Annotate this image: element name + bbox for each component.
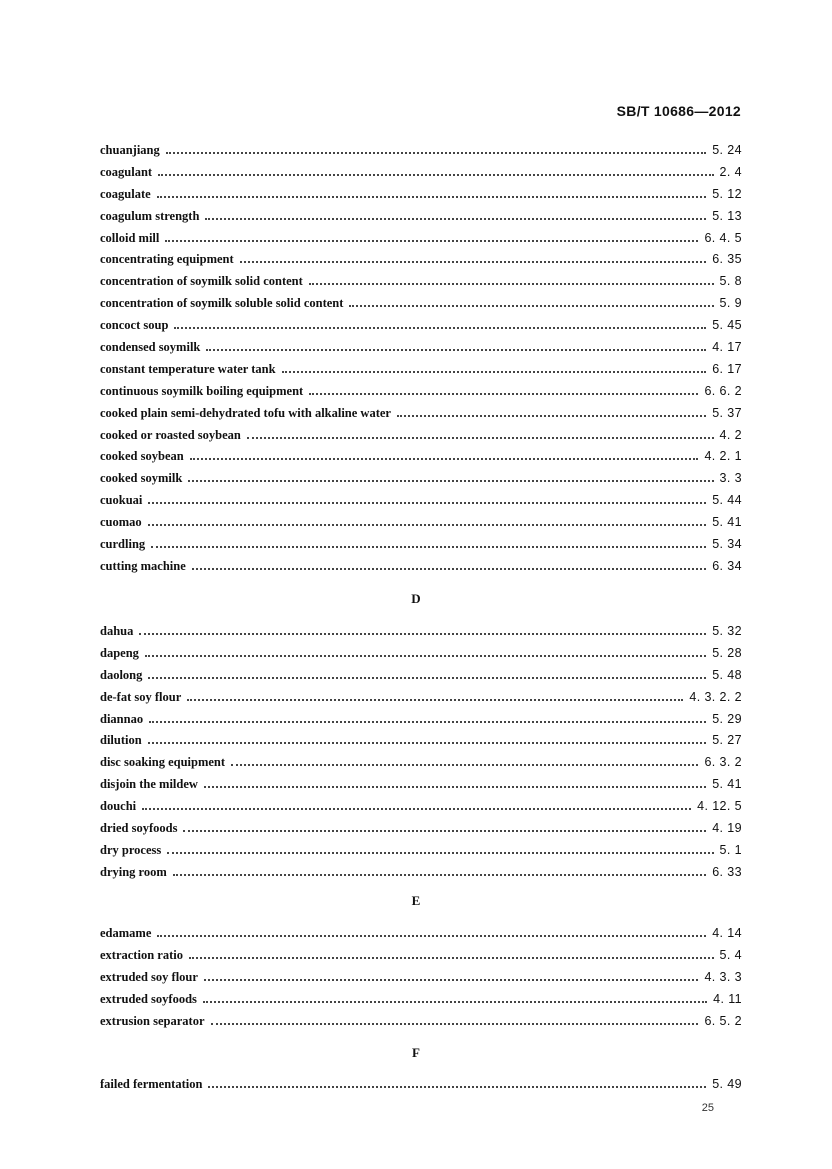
dot-leader	[190, 458, 699, 460]
dot-leader	[349, 305, 713, 307]
index-ref: 5. 24	[712, 143, 742, 157]
index-entry	[100, 403, 742, 425]
index-term: failed fermentation	[100, 1077, 203, 1091]
index-entry	[100, 381, 742, 403]
index-term: concoct soup	[100, 318, 169, 333]
dot-leader	[204, 979, 699, 981]
index-term: constant temperature water tank	[100, 361, 276, 376]
section-letter-f: F	[412, 1045, 420, 1060]
index-term: cooked or roasted soybean	[100, 427, 241, 442]
index-entry	[100, 315, 742, 337]
index-term: cooked soybean	[100, 449, 184, 464]
index-ref: 5. 8	[719, 274, 742, 289]
index-ref: 6. 17	[712, 361, 742, 376]
index-ref: 5. 4	[719, 947, 742, 962]
index-ref: 5. 44	[712, 493, 742, 508]
index-entry	[100, 945, 742, 967]
dot-leader	[206, 349, 706, 351]
index-ref: 4. 12. 5	[697, 799, 742, 814]
index-term: concentrating equipment	[100, 252, 234, 267]
index-entry	[100, 989, 742, 1011]
dot-leader	[148, 742, 707, 744]
index-entry	[100, 534, 742, 556]
index-term: diannao	[100, 711, 144, 726]
index-entry	[100, 967, 742, 989]
index-ref: 5. 37	[712, 405, 742, 420]
index-term: dried soyfoods	[100, 821, 178, 836]
index-term: coagulant	[100, 164, 153, 179]
index-term: dilution	[100, 733, 142, 748]
dot-leader	[203, 1001, 707, 1003]
index-ref: 5. 1	[719, 842, 742, 857]
dot-leader	[166, 152, 706, 154]
dot-leader	[167, 852, 713, 854]
dot-leader	[309, 283, 714, 285]
index-entry	[100, 425, 742, 447]
index-term: curdling	[100, 537, 146, 552]
index-term: extraction ratio	[100, 947, 183, 962]
index-term: cuomao	[100, 515, 142, 530]
dot-leader	[174, 327, 706, 329]
index-ref: 4. 14	[712, 926, 742, 940]
dot-leader	[189, 957, 714, 959]
index-entry	[100, 730, 742, 752]
index-ref: 5. 9	[719, 296, 742, 311]
index-term: cooked soymilk	[100, 471, 183, 486]
index-term: douchi	[100, 799, 137, 814]
index-entry	[100, 512, 742, 534]
dot-leader	[240, 261, 707, 263]
index-entry	[100, 862, 742, 884]
index-ref: 2. 4	[719, 164, 742, 179]
index-ref: 5. 27	[712, 733, 742, 748]
index-term: colloid mill	[100, 230, 160, 245]
index-term: daolong	[100, 667, 143, 682]
section-letter-d: D	[411, 591, 421, 606]
dot-leader	[205, 218, 706, 220]
index-ref: 5. 41	[712, 515, 742, 530]
index-entry	[100, 184, 742, 206]
index-entry	[100, 709, 742, 731]
dot-leader	[231, 764, 698, 766]
index-ref: 5. 32	[712, 624, 742, 638]
dot-leader	[157, 196, 707, 198]
dot-leader	[247, 437, 714, 439]
index-entry	[100, 293, 742, 315]
index-entry	[100, 228, 742, 250]
index-entry	[100, 752, 742, 774]
dot-leader	[142, 808, 691, 810]
page-number: 25	[701, 1102, 714, 1114]
index-ref: 6. 35	[712, 252, 742, 267]
index-ref: 5. 13	[712, 208, 742, 223]
standard-number: SB/T 10686—2012	[616, 103, 741, 119]
index-ref: 6. 4. 5	[704, 230, 742, 245]
index-ref: 4. 19	[712, 821, 742, 836]
index-term: edamame	[100, 926, 152, 940]
index-ref: 6. 6. 2	[704, 383, 742, 398]
dot-leader	[148, 524, 707, 526]
section-letter-e: E	[411, 893, 421, 908]
index-term: coagulum strength	[100, 208, 200, 223]
dot-leader	[148, 502, 706, 504]
index-entry	[100, 665, 742, 687]
index-entry	[100, 359, 742, 381]
dot-leader	[192, 568, 706, 570]
index-ref: 5. 49	[712, 1077, 742, 1091]
index-term: cuokuai	[100, 493, 143, 508]
index-term: de-fat soy flour	[100, 689, 182, 704]
dot-leader	[149, 721, 706, 723]
index-entry	[100, 774, 742, 796]
dot-leader	[139, 633, 706, 635]
index-term: coagulate	[100, 186, 151, 201]
index-ref: 4. 2. 1	[704, 449, 742, 464]
index-ref: 4. 17	[712, 340, 742, 355]
index-term: drying room	[100, 864, 167, 879]
dot-leader	[208, 1086, 706, 1088]
index-ref: 6. 3. 2	[704, 755, 742, 770]
index-entry	[100, 796, 742, 818]
index-term: dahua	[100, 624, 134, 638]
index-entry	[100, 468, 742, 490]
index-ref: 4. 3. 3	[704, 969, 742, 984]
index-ref: 3. 3	[719, 471, 742, 486]
index-ref: 6. 5. 2	[704, 1013, 742, 1028]
index-ref: 5. 45	[712, 318, 742, 333]
index-term: extruded soy flour	[100, 969, 198, 984]
dot-leader	[204, 786, 706, 788]
index-term: continuous soymilk boiling equipment	[100, 383, 304, 398]
index-ref: 5. 48	[712, 667, 742, 682]
index-entry	[100, 1074, 742, 1096]
index-entry	[100, 271, 742, 293]
index-entry	[100, 162, 742, 184]
index-term: extrusion separator	[100, 1013, 205, 1028]
index-ref: 4. 2	[719, 427, 742, 442]
dot-leader	[309, 393, 698, 395]
index-term: cutting machine	[100, 558, 186, 573]
index-entry	[100, 818, 742, 840]
index-entry	[100, 923, 742, 945]
dot-leader	[145, 655, 706, 657]
dot-leader	[397, 415, 706, 417]
index-ref: 4. 11	[713, 991, 742, 1006]
index-ref: 5. 28	[712, 645, 742, 660]
index-entry	[100, 840, 742, 862]
index-entry	[100, 643, 742, 665]
index-term: dapeng	[100, 645, 139, 660]
index-entry	[100, 556, 742, 578]
dot-leader	[188, 480, 713, 482]
index-term: disc soaking equipment	[100, 755, 226, 770]
index-section-f	[100, 1074, 742, 1096]
index-ref: 5. 41	[712, 777, 742, 792]
index-ref: 6. 33	[712, 864, 742, 879]
dot-leader	[148, 677, 706, 679]
index-section-e	[100, 923, 742, 1032]
dot-leader	[157, 935, 706, 937]
dot-leader	[151, 546, 706, 548]
dot-leader	[183, 830, 706, 832]
index-entry	[100, 621, 742, 643]
dot-leader	[173, 874, 706, 876]
index-entry	[100, 490, 742, 512]
index-entry	[100, 140, 742, 162]
dot-leader	[211, 1023, 699, 1025]
dot-leader	[282, 371, 707, 373]
index-entry	[100, 206, 742, 228]
index-term: cooked plain semi-dehydrated tofu with alkaline water	[100, 405, 391, 420]
index-section-c	[100, 140, 742, 578]
index-term: chuanjiang	[100, 143, 160, 157]
index-ref: 4. 3. 2. 2	[689, 689, 742, 704]
index-term: extruded soyfoods	[100, 991, 197, 1006]
index-ref: 5. 34	[712, 537, 742, 552]
index-ref: 5. 12	[712, 186, 742, 201]
index-entry	[100, 446, 742, 468]
dot-leader	[165, 240, 698, 242]
index-ref: 5. 29	[712, 711, 742, 726]
index-term: concentration of soymilk soluble solid content	[100, 296, 344, 311]
index-entry	[100, 337, 742, 359]
index-term: concentration of soymilk solid content	[100, 274, 303, 289]
index-entry	[100, 249, 742, 271]
index-term: disjoin the mildew	[100, 777, 198, 792]
dot-leader	[158, 174, 713, 176]
index-ref: 6. 34	[712, 558, 742, 573]
index-term: dry process	[100, 842, 162, 857]
index-term: condensed soymilk	[100, 340, 201, 355]
index-entry	[100, 1011, 742, 1033]
index-entry	[100, 687, 742, 709]
index-section-d	[100, 621, 742, 884]
dot-leader	[187, 699, 683, 701]
